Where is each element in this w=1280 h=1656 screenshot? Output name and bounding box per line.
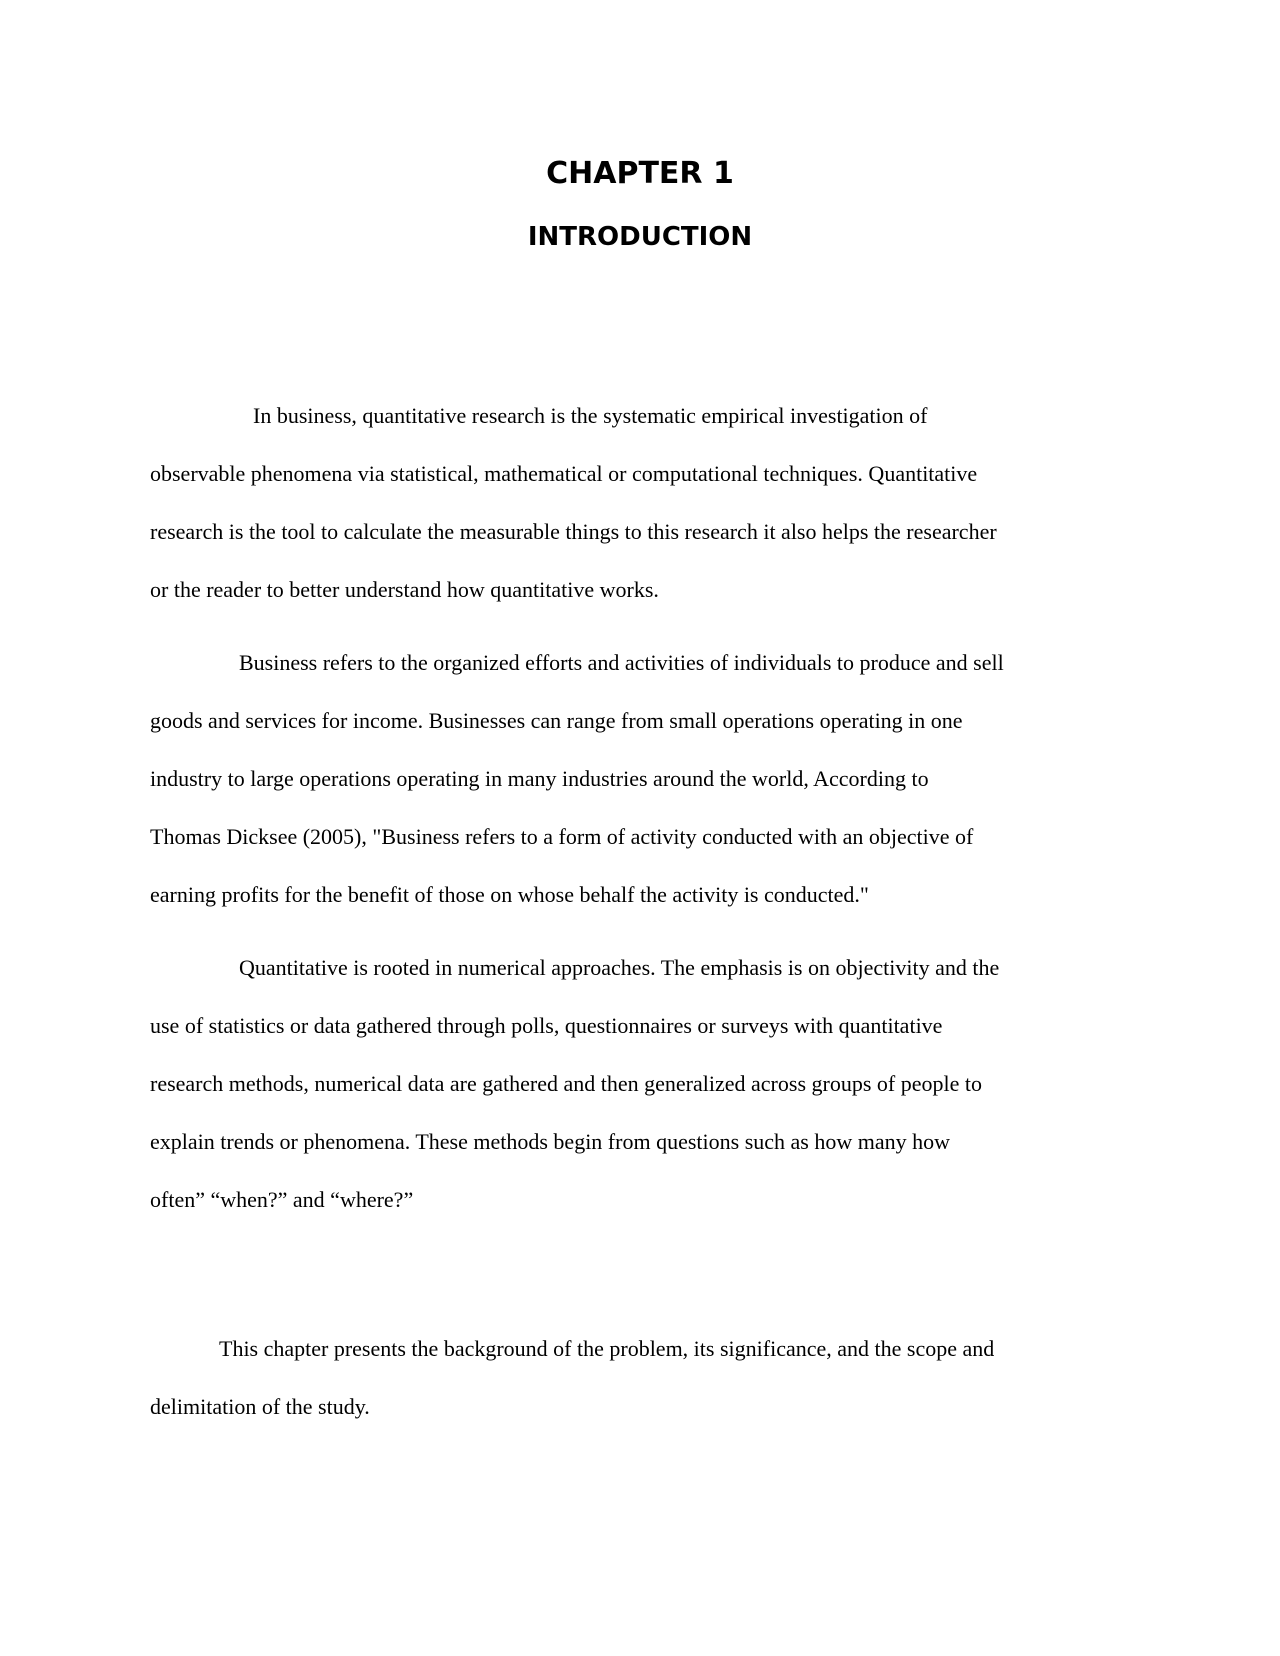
paragraph-line: This chapter presents the background of the problem, its significance, and the scope and	[219, 1336, 995, 1361]
paragraph-line: Quantitative is rooted in numerical approaches. The emphasis is on objectivity and the	[239, 955, 1000, 980]
chapter-subtitle: INTRODUCTION	[527, 222, 753, 252]
paragraph-line: often” “when?” and “where?”	[150, 1187, 414, 1212]
paragraph-line: delimitation of the study.	[150, 1394, 370, 1419]
paragraph-line: research methods, numerical data are gathered and then generalized across groups of people to	[150, 1071, 982, 1096]
paragraph-line: or the reader to better understand how quantitative works.	[150, 577, 659, 602]
paragraph-line: industry to large operations operating in many industries around the world, According to	[150, 766, 929, 791]
paragraph-line: observable phenomena via statistical, mathematical or computational techniques. Quantitative	[150, 461, 978, 486]
paragraph-quantitative-approach	[150, 939, 1130, 1229]
paragraph-quantitative-research	[150, 387, 1130, 619]
paragraph-line: research is the tool to calculate the measurable things to this research it also helps the researcher	[150, 519, 997, 544]
paragraph-business-definition	[150, 634, 1130, 924]
paragraph-line: In business, quantitative research is the systematic empirical investigation of	[253, 403, 928, 428]
paragraph-line: use of statistics or data gathered through polls, questionnaires or surveys with quantitative	[150, 1013, 943, 1038]
paragraph-chapter-overview	[150, 1320, 1130, 1436]
paragraph-line: Thomas Dicksee (2005), "Business refers to a form of activity conducted with an objective of	[150, 824, 974, 849]
paragraph-line: explain trends or phenomena. These methods begin from questions such as how many how	[150, 1129, 950, 1154]
paragraph-line: goods and services for income. Businesses can range from small operations operating in one	[150, 708, 963, 733]
paragraph-line: earning profits for the benefit of those on whose behalf the activity is conducted."	[150, 882, 869, 907]
chapter-title: CHAPTER 1	[546, 156, 734, 191]
paragraph-line: Business refers to the organized efforts and activities of individuals to produce and sell	[239, 650, 1004, 675]
